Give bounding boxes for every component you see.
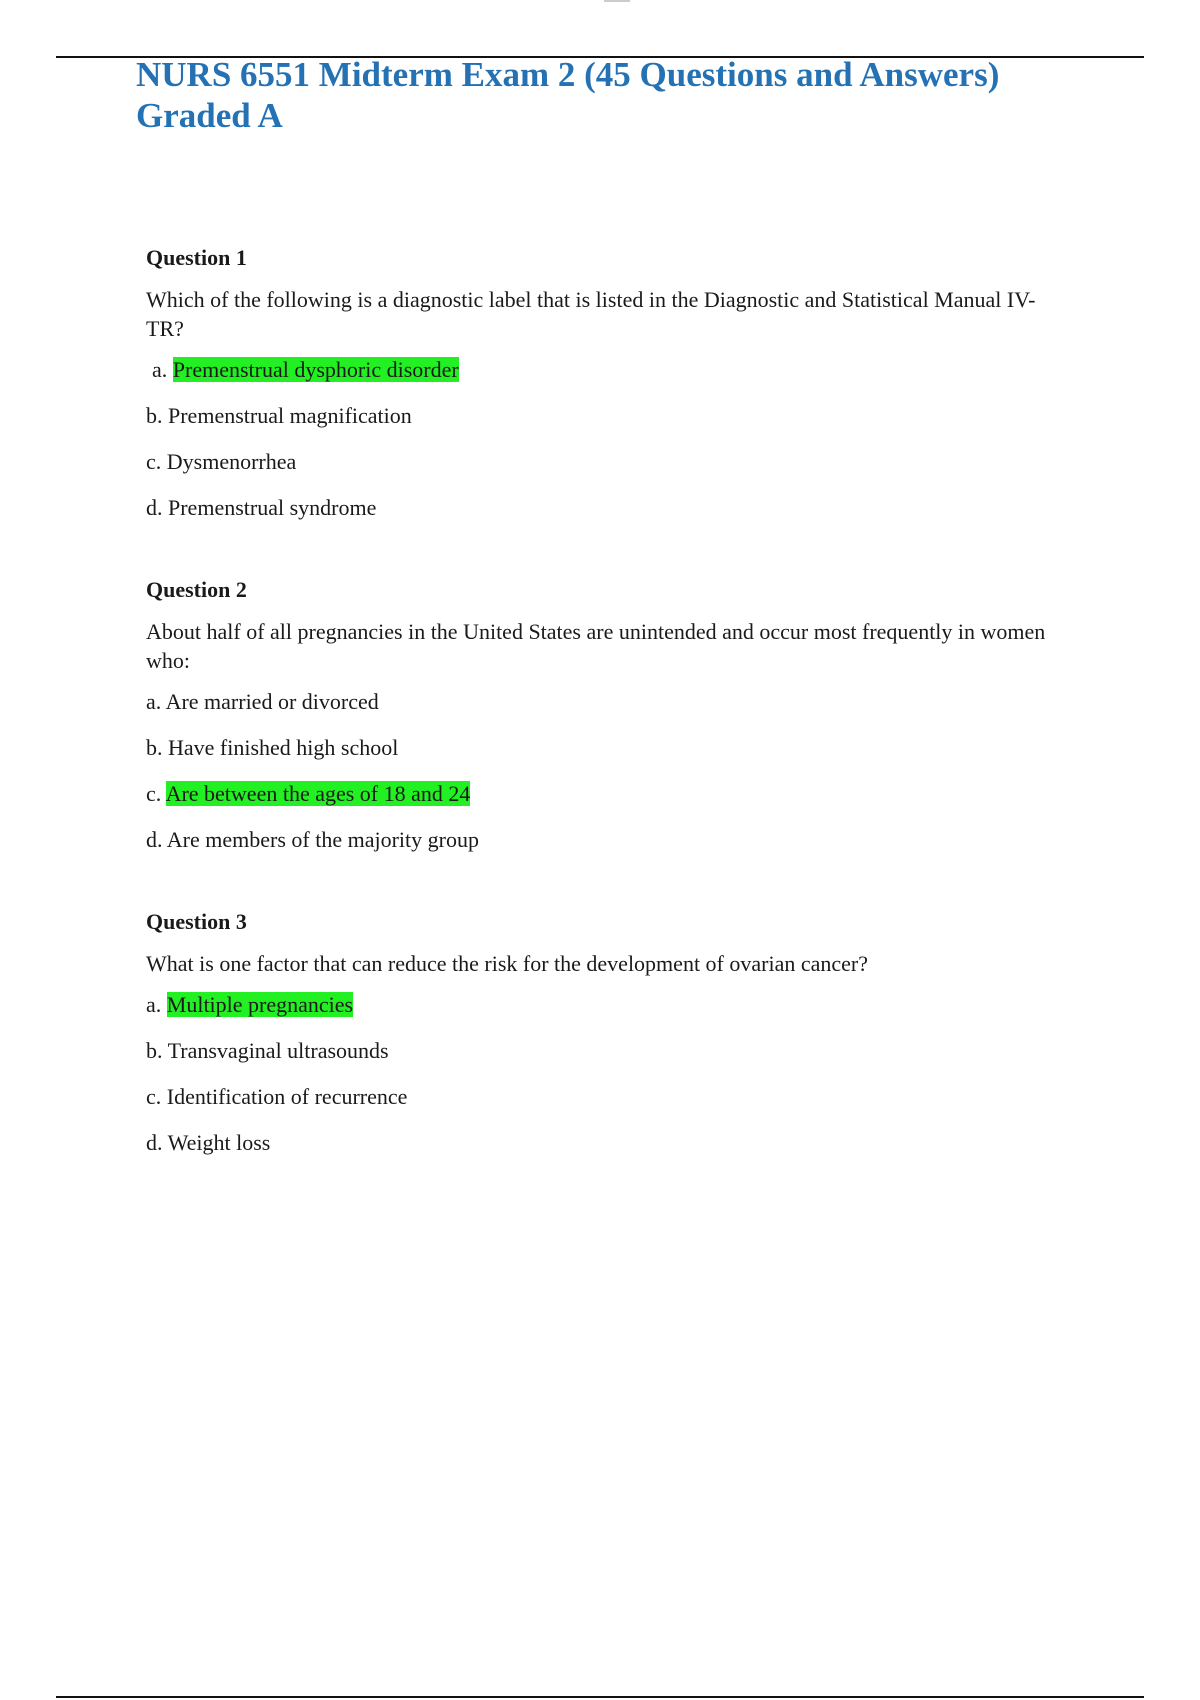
question-heading: Question 3 [146,909,247,934]
question-text: About half of all pregnancies in the United States are unintended and occur most frequently in women who: [146,619,1046,673]
option-c [146,1083,1046,1111]
option-text-correct: Premenstrual dysphoric disorder [172,357,459,382]
header-mark [604,0,630,2]
option-letter: c. [146,1084,162,1109]
question-list [146,244,1046,1211]
question-3 [146,908,1046,1157]
bottom-rule [56,1696,1144,1698]
option-letter: a. [146,689,162,714]
option-letter: d. [146,495,163,520]
document-title: NURS 6551 Midterm Exam 2 (45 Questions and Answers) Graded A [136,55,1000,135]
option-a [146,991,1046,1019]
option-text: Premenstrual magnification [168,403,412,428]
option-text: Identification of recurrence [166,1084,408,1109]
option-letter: c. [146,449,162,474]
option-letter: a. [152,357,168,382]
option-b [146,1037,1046,1065]
question-1 [146,244,1046,522]
option-b [146,734,1046,762]
option-text-correct: Are between the ages of 18 and 24 [165,781,471,806]
option-letter: b. [146,1038,163,1063]
option-d [146,1129,1046,1157]
option-text: Have finished high school [168,735,399,760]
option-letter: b. [146,403,163,428]
option-letter: b. [146,735,163,760]
option-letter: a. [146,992,162,1017]
question-text: What is one factor that can reduce the risk for the development of ovarian cancer? [146,951,868,976]
option-letter: d. [146,1130,163,1155]
question-2 [146,576,1046,854]
option-d [146,494,1046,522]
option-text-correct: Multiple pregnancies [166,992,354,1017]
question-heading: Question 1 [146,245,247,270]
option-text: Premenstrual syndrome [168,495,377,520]
option-c [146,780,1046,808]
option-a [146,356,1046,384]
option-b [146,402,1046,430]
option-letter: c. [146,781,162,806]
question-text: Which of the following is a diagnostic label that is listed in the Diagnostic and Statistical Manual IV-TR? [146,287,1036,341]
question-heading: Question 2 [146,577,247,602]
option-letter: d. [146,827,163,852]
option-text: Dysmenorrhea [166,449,297,474]
option-c [146,448,1046,476]
option-text: Transvaginal ultrasounds [167,1038,389,1063]
option-text: Are members of the majority group [166,827,479,852]
option-text: Are married or divorced [165,689,379,714]
option-a [146,688,1046,716]
option-text: Weight loss [167,1130,271,1155]
option-d [146,826,1046,854]
